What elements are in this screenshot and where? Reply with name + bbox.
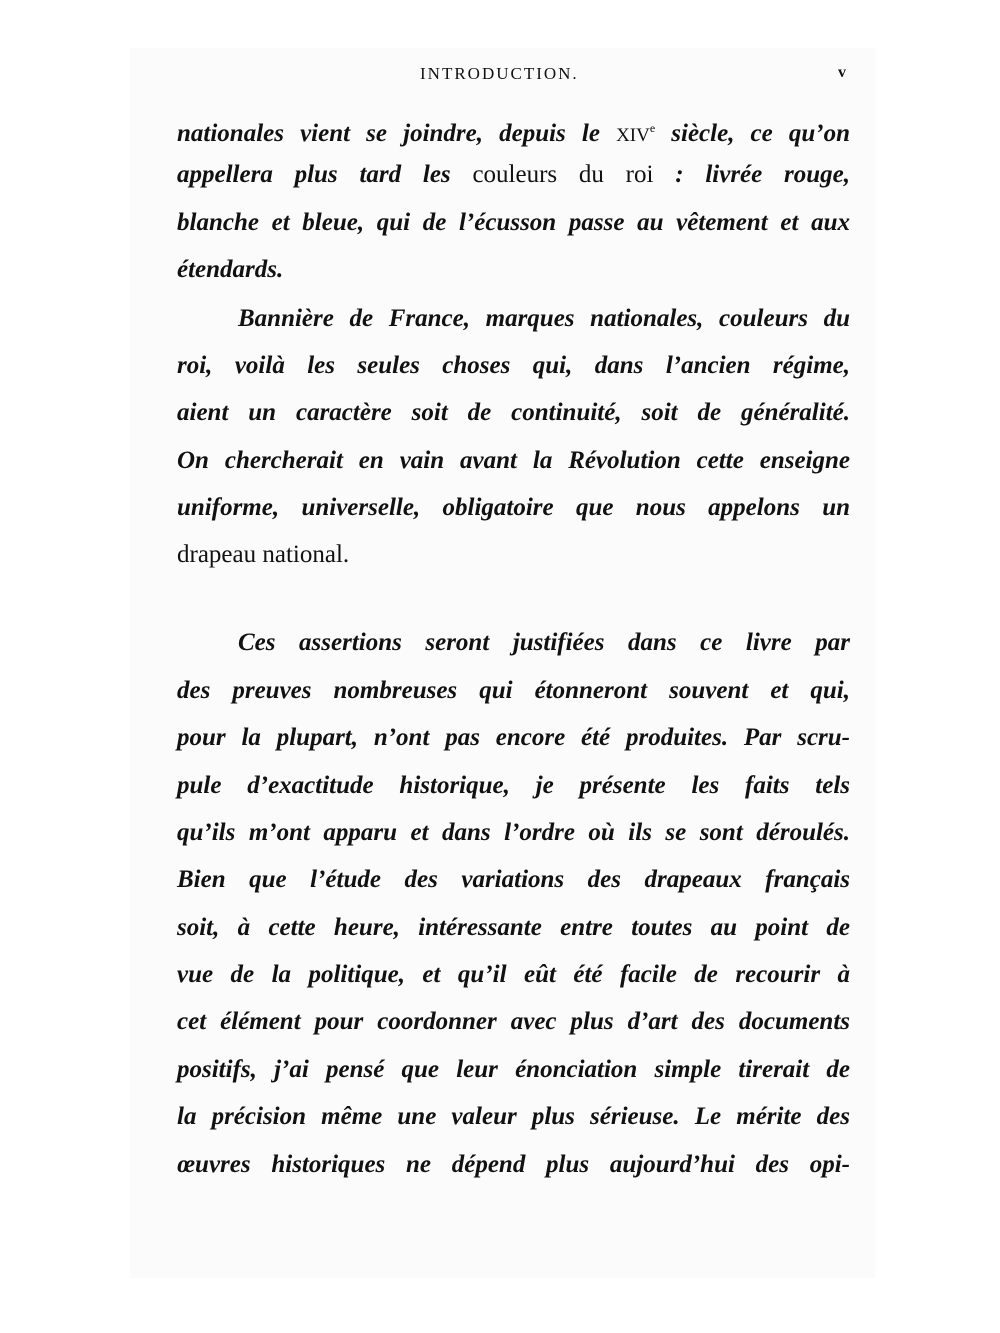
- text-line: aient un caractère soit de continuité, soit de généralité.: [177, 399, 850, 426]
- text-line: vue de la politique, et qu’il eût été facile de recourir à: [177, 961, 850, 988]
- text-line: Bannière de France, marques nationales, couleurs du: [238, 305, 850, 332]
- text-line: œuvres historiques ne dépend plus aujourd’hui des opi-: [177, 1151, 850, 1178]
- text-line: On chercherait en vain avant la Révolution cette enseigne: [177, 447, 850, 474]
- text-line: blanche et bleue, qui de l’écusson passe au vêtement et aux: [177, 209, 850, 236]
- text-line: des preuves nombreuses qui étonneront souvent et qui,: [177, 677, 850, 704]
- text-line: soit, à cette heure, intéressante entre toutes au point de: [177, 914, 850, 941]
- text-line: appellera plus tard les couleurs du roi : livrée rouge,: [177, 161, 850, 188]
- page-header: [0, 64, 1000, 88]
- text-line: qu’ils m’ont apparu et dans l’ordre où ils se sont déroulés.: [177, 819, 850, 846]
- text-line: roi, voilà les seules choses qui, dans l’ancien régime,: [177, 352, 850, 379]
- text-line: étendards.: [177, 256, 284, 283]
- text-line: drapeau national.: [177, 541, 350, 568]
- running-title: INTRODUCTION.: [420, 64, 579, 83]
- text-line: positifs, j’ai pensé que leur énonciation simple tirerait de: [177, 1056, 850, 1083]
- text-line: pule d’exactitude historique, je présente les faits tels: [177, 772, 850, 799]
- text-line: nationales vient se joindre, depuis le XIVe siècle, ce qu’on: [177, 120, 851, 147]
- text-line: la précision même une valeur plus sérieuse. Le mérite des: [177, 1103, 850, 1130]
- page-number: v: [838, 64, 846, 81]
- text-line: cet élément pour coordonner avec plus d’art des documents: [177, 1008, 850, 1035]
- text-line: uniforme, universelle, obligatoire que nous appelons un: [177, 494, 850, 521]
- text-line: pour la plupart, n’ont pas encore été produites. Par scru-: [177, 724, 850, 751]
- text-line: Bien que l’étude des variations des drapeaux français: [177, 866, 850, 893]
- text-line: Ces assertions seront justifiées dans ce livre par: [238, 629, 850, 656]
